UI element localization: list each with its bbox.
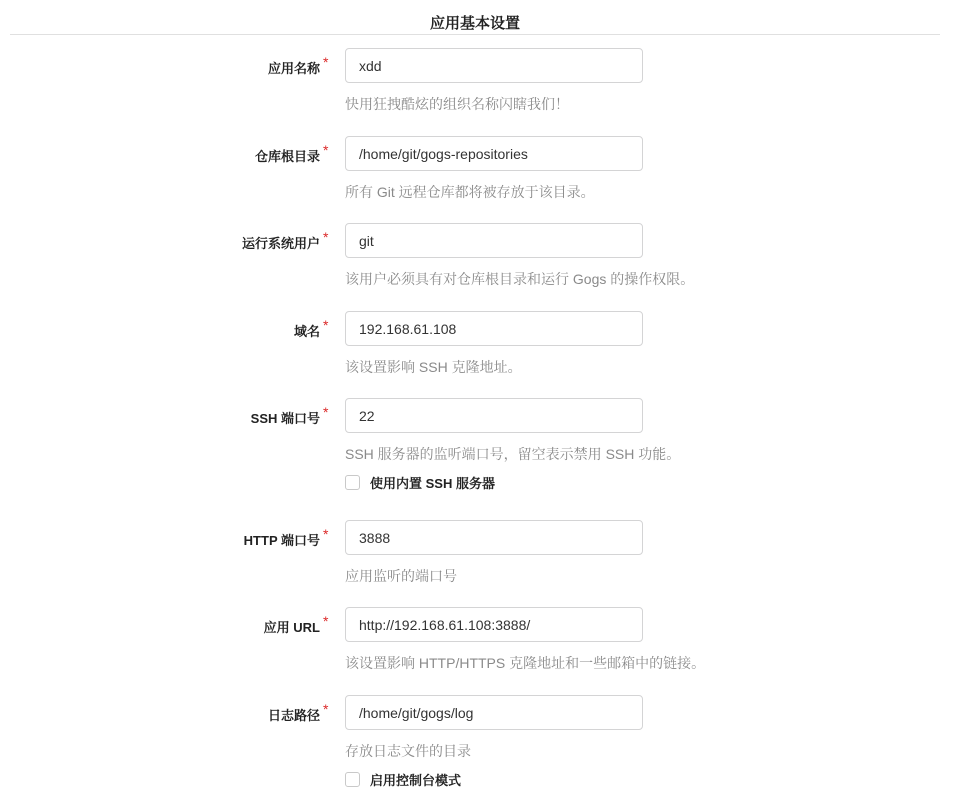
app-name-label: 应用名称 [267, 61, 320, 76]
repo-root-label: 仓库根目录 [254, 149, 320, 164]
console-mode-checkbox[interactable] [345, 772, 360, 787]
required-marker: * [323, 229, 329, 245]
domain-input[interactable] [345, 311, 643, 346]
required-marker: * [323, 701, 329, 717]
required-marker: * [323, 404, 329, 420]
repo-root-help: 所有 Git 远程仓库都将被存放于该目录。 [345, 184, 595, 200]
builtin-ssh-checkbox-label[interactable]: 使用内置 SSH 服务器 [370, 475, 495, 491]
section-title: 应用基本设置 [429, 15, 520, 32]
builtin-ssh-checkbox-row[interactable] [345, 473, 495, 491]
required-marker: * [323, 613, 329, 629]
app-url-help: 该设置影响 HTTP/HTTPS 克隆地址和一些邮箱中的链接。 [345, 655, 706, 671]
http-port-label: HTTP 端口号 [243, 533, 320, 548]
http-port-input[interactable] [345, 520, 643, 555]
repo-root-input[interactable] [345, 136, 643, 171]
required-marker: * [323, 526, 329, 542]
required-marker: * [323, 142, 329, 158]
app-url-label: 应用 URL [263, 620, 320, 635]
run-user-help: 该用户必须具有对仓库根目录和运行 Gogs 的操作权限。 [345, 271, 695, 287]
domain-help: 该设置影响 SSH 克隆地址。 [345, 359, 522, 375]
builtin-ssh-checkbox[interactable] [345, 475, 360, 490]
app-name-help: 快用狂拽酷炫的组织名称闪瞎我们！ [345, 96, 569, 112]
http-port-help: 应用监听的端口号 [345, 568, 457, 584]
console-mode-checkbox-label[interactable]: 启用控制台模式 [370, 772, 462, 788]
run-user-label: 运行系统用户 [241, 236, 320, 251]
app-name-input[interactable] [345, 48, 643, 83]
ssh-port-input[interactable] [345, 398, 643, 433]
section-header [10, 0, 940, 35]
required-marker: * [323, 317, 329, 333]
domain-label: 域名 [293, 324, 320, 339]
log-path-label: 日志路径 [267, 708, 320, 723]
console-mode-checkbox-row[interactable] [345, 770, 461, 788]
log-path-help: 存放日志文件的目录 [345, 743, 471, 759]
ssh-port-label: SSH 端口号 [250, 411, 320, 426]
log-path-input[interactable] [345, 695, 643, 730]
run-user-input[interactable] [345, 223, 643, 258]
ssh-port-help: SSH 服务器的监听端口号，留空表示禁用 SSH 功能。 [345, 446, 681, 462]
app-url-input[interactable] [345, 607, 643, 642]
required-marker: * [323, 54, 329, 70]
